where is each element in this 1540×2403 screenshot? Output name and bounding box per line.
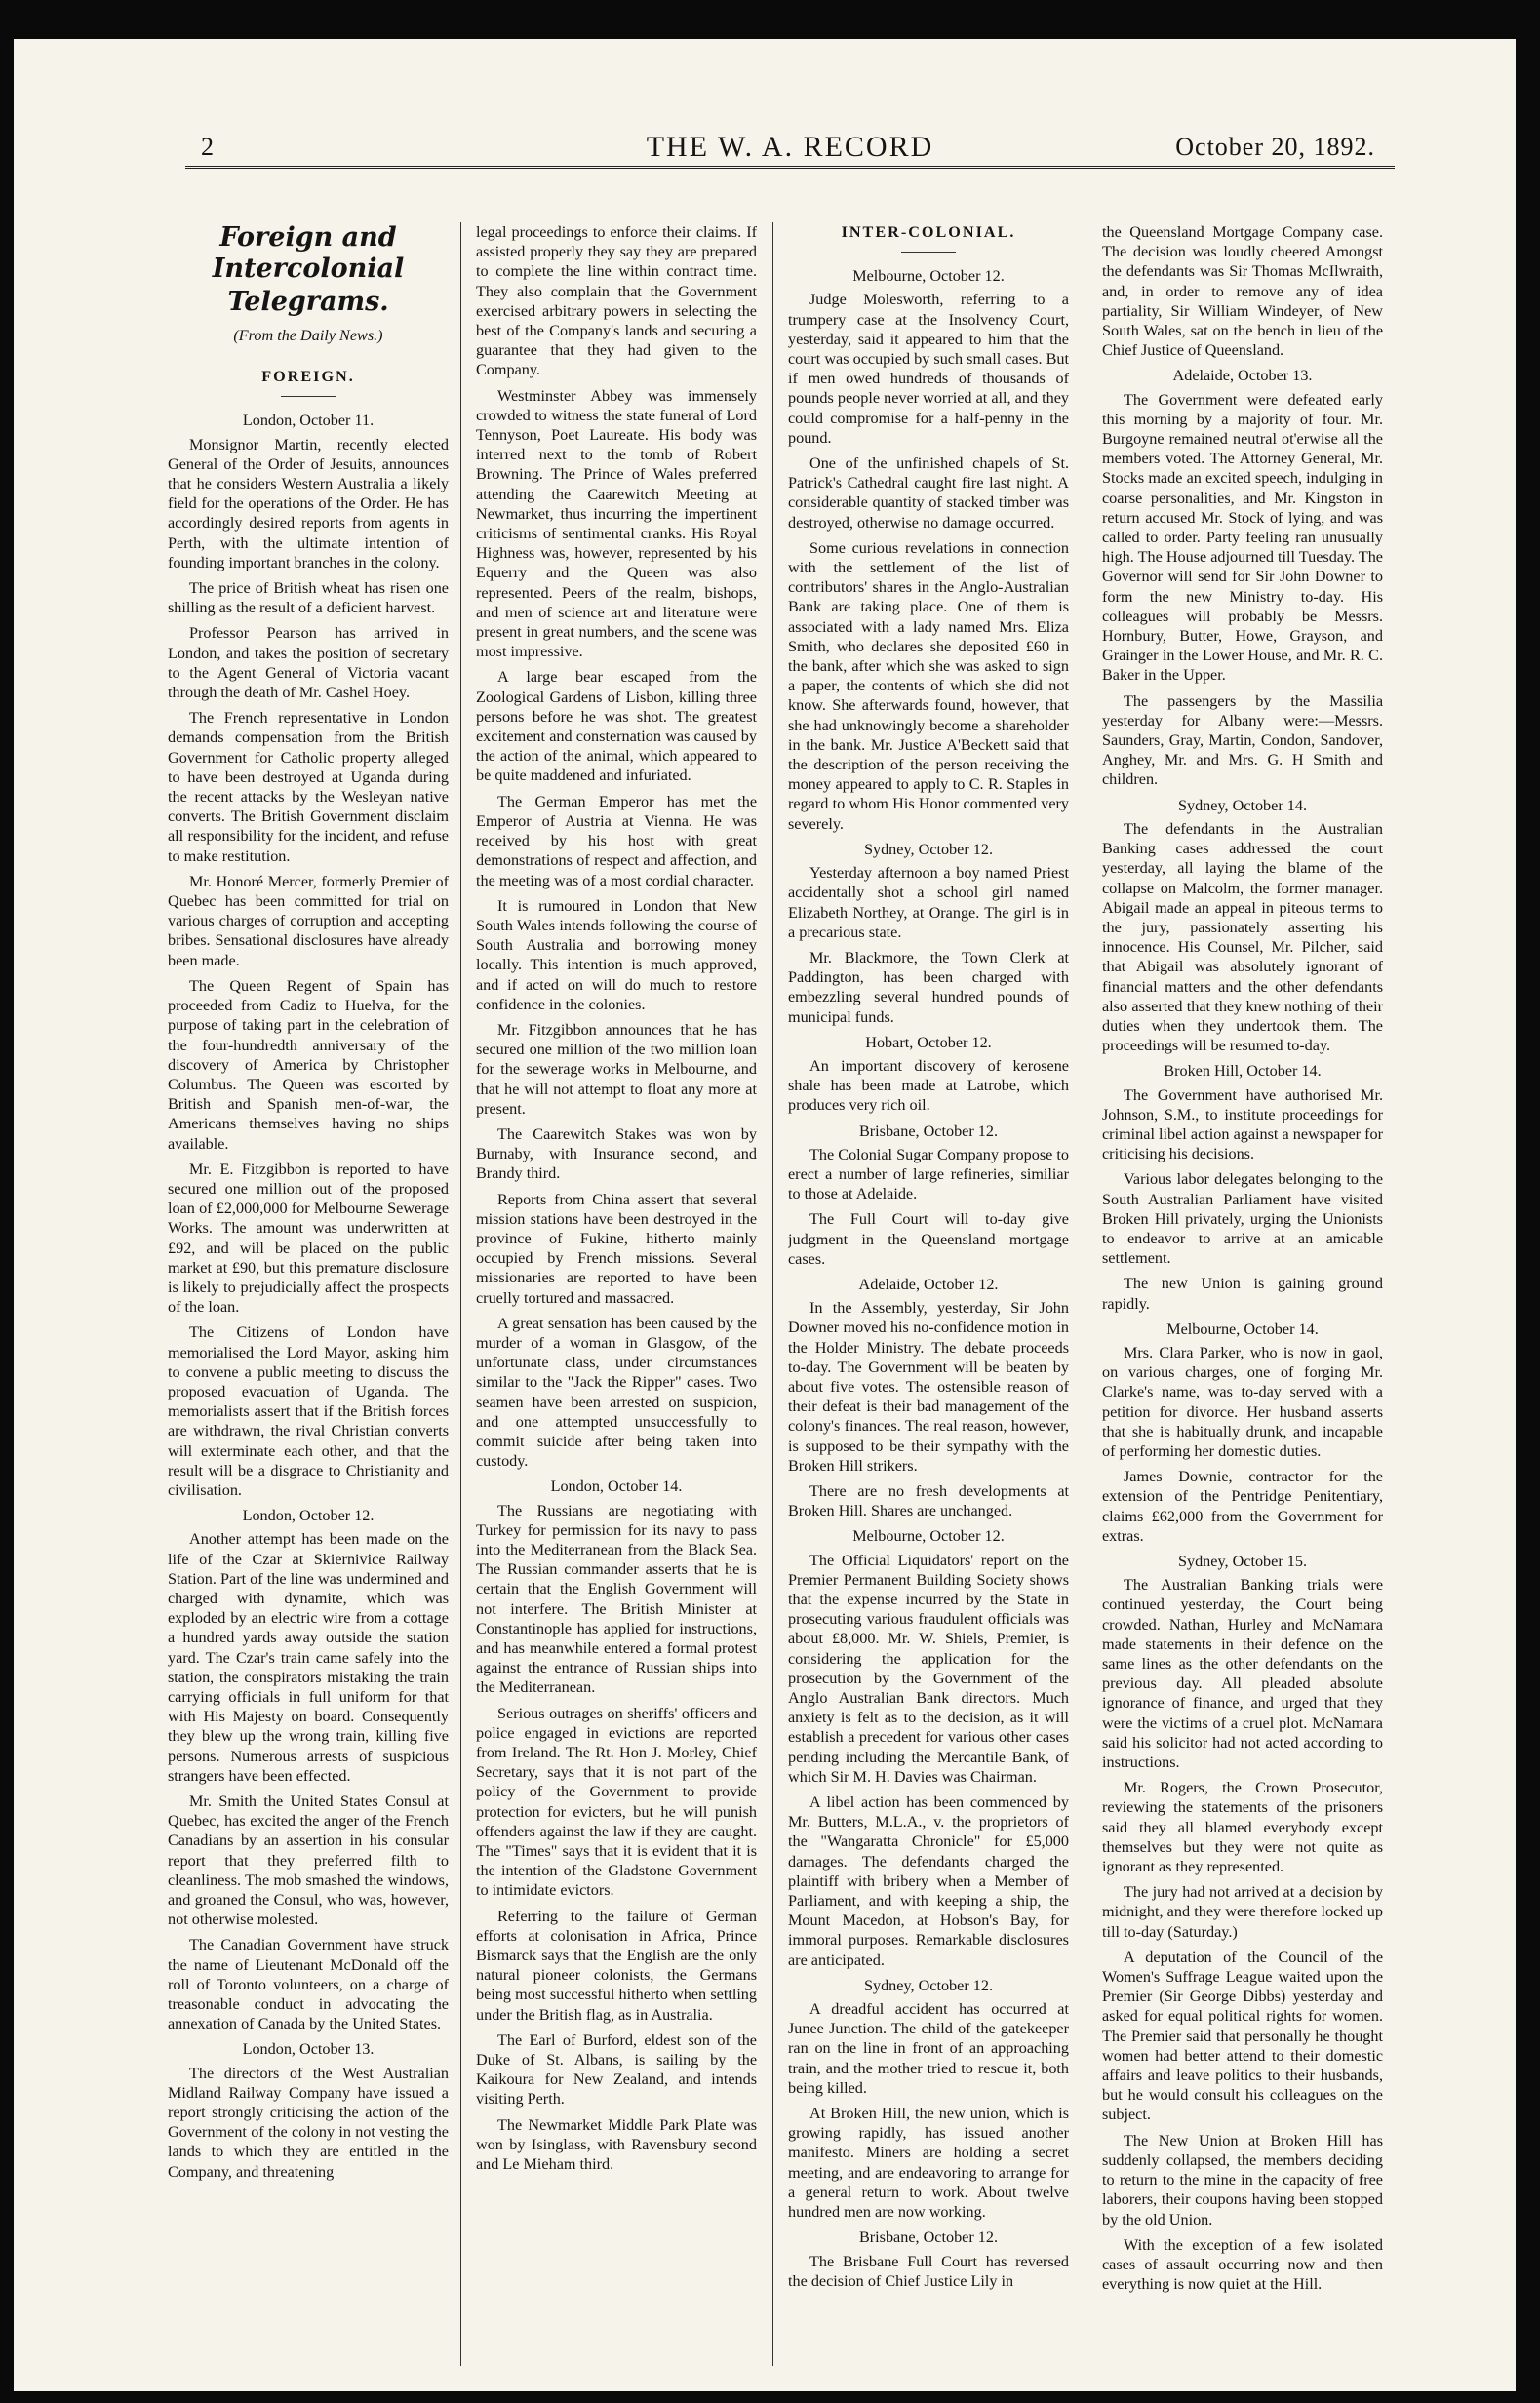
dateline: Melbourne, October 12.	[852, 1527, 1005, 1546]
article-paragraph: James Downie, contractor for the extension of the Pentridge Penitentiary, claims £62,000 from the Government for extras.	[1102, 1468, 1383, 1545]
article-paragraph: The Russians are negotiating with Turkey for permission for its navy to pass into the Mediterranean from the Black Sea. The Russian commander asserts that he is certain that the English Government will not interfere. The British Minister at Constantinople has applied for instructions, and has meanwhile entered a formal protest against the entrance of Russian ships into the Mediterranean.	[476, 1501, 757, 1697]
dateline: London, October 11.	[242, 412, 375, 430]
dateline: Melbourne, October 12.	[852, 267, 1005, 286]
article-paragraph: The Colonial Sugar Company propose to erect a number of large refineries, similiar to those at Adelaide.	[788, 1145, 1069, 1203]
article-paragraph: Monsignor Martin, recently elected General of the Order of Jesuits, announces that he considers Western Australia a likely field for the operations of the Order. He has accordingly desired reports from agents in Perth, with the ultimate intention of founding important branches in the colony.	[168, 435, 449, 571]
column-rule	[772, 222, 773, 2366]
article-paragraph: The Government have authorised Mr. Johnson, S.M., to institute proceedings for criminal libel action against a newspaper for criticising his decisions.	[1102, 1085, 1383, 1163]
dateline: Sydney, October 12.	[863, 1976, 994, 1994]
dateline: Brisbane, October 12.	[858, 1122, 999, 1140]
article-paragraph: Mr. Rogers, the Crown Prosecutor, reviewing the statements of the prisoners said they all blamed everybody except themselves but they were not quite as ignorant as they represented.	[1102, 1779, 1383, 1876]
dateline: Hobart, October 12.	[865, 1033, 992, 1051]
source-credit: (From the Daily News.)	[233, 327, 383, 344]
article-paragraph: The New Union at Broken Hill has suddenly collapsed, the members deciding to return to the mine in the capacity of free laborers, their coupons having been stopped by the old Union.	[1102, 2131, 1383, 2228]
article-paragraph: A large bear escaped from the Zoological Gardens of Lisbon, killing three persons before he was shot. The greatest excitement and consternation was caused by the action of the animal, which appeared to be quite maddened and infuriated.	[476, 668, 757, 785]
article-paragraph: There are no fresh developments at Broken Hill. Shares are unchanged.	[788, 1481, 1069, 1520]
article-paragraph: legal proceedings to enforce their claims. If assisted properly they say they are prepared to complete the line within contract time. They also complain that the Government exercised arbitrary powers in selecting the best of the Company's lands and securing a guarantee that they had given to the Company.	[476, 223, 757, 379]
article-paragraph: The new Union is gaining ground rapidly.	[1102, 1275, 1383, 1313]
dateline: Broken Hill, October 14.	[1164, 1062, 1322, 1081]
dateline: Brisbane, October 12.	[858, 2228, 999, 2247]
article-paragraph: Professor Pearson has arrived in London, and takes the position of secretary to the Agent General of Victoria vacant through the death of Mr. Cashel Hoey.	[168, 624, 449, 702]
dateline: Adelaide, October 12.	[858, 1275, 999, 1293]
page-number: 2	[201, 133, 214, 161]
article-paragraph: The Earl of Burford, eldest son of the Duke of St. Albans, is sailing by the Kaikoura for New Zealand, and intends visiting Perth.	[476, 2030, 757, 2108]
article-paragraph: A libel action has been commenced by Mr. Butters, M.L.A., v. the proprietors of the "Wangaratta Chronicle" for £5,000 damages. The defendants charged the plaintiff with bribery when a Member of Parliament, and with keeping a ship, the Mount Macedon, at Hobson's Bay, for immoral purposes. Remarkable disclosures are anticipated.	[788, 1793, 1069, 1969]
dateline: Melbourne, October 14.	[1166, 1320, 1319, 1338]
newspaper-title: THE W. A. RECORD	[646, 131, 934, 163]
article-paragraph: The directors of the West Australian Midland Railway Company have issued a report strongly criticising the action of the Government of the colony in not vesting the lands to which they are entitled in the Company, and threatening	[168, 2064, 449, 2181]
article-paragraph: A dreadful accident has occurred at Junee Junction. The child of the gatekeeper ran on the line in front of an approaching train, and the mother tried to rescue it, both being killed.	[788, 2000, 1069, 2097]
article-paragraph: Mr. Honoré Mercer, formerly Premier of Quebec has been committed for trial on various charges of corruption and accepting bribes. Sensational disclosures have already been made.	[168, 872, 449, 969]
article-paragraph: The Official Liquidators' report on the Premier Permanent Building Society shows that the expense incurred by the State in prosecuting various fraudulent officials was about £8,000. Mr. W. Shiels, Premier, is considering the application for the prosecution by the Government of the Anglo Australian Bank directors. Much anxiety is felt as to the decision, as it will establish a precedent for various other cases pending including the Mercantile Bank, of which Sir M. H. Davies was Chairman.	[788, 1551, 1069, 1786]
article-paragraph: In the Assembly, yesterday, Sir John Downer moved his no-confidence motion in the Holder Ministry. The debate proceeds to-day. The Government will be beaten by about five votes. The ostensible reason of their defeat is their bad management of the colony's finances. The real reason, however, is supposed to be their sympathy with the Broken Hill strikers.	[788, 1299, 1069, 1475]
article-paragraph: An important discovery of kerosene shale has been made at Latrobe, which produces very rich oil.	[788, 1056, 1069, 1115]
article-paragraph: Yesterday afternoon a boy named Priest accidentally shot a school girl named Elizabeth Northey, at Orange. The girl is in a precarious state.	[788, 864, 1069, 941]
article-paragraph: Mr. Smith the United States Consul at Quebec, has excited the anger of the French Canadians by an assertion in his consular report that they preferred filth to cleanliness. The mob smashed the windows, and groaned the Consul, who was, however, not otherwise molested.	[168, 1792, 449, 1929]
dateline: London, October 13.	[242, 2040, 375, 2059]
article-paragraph: Various labor delegates belonging to the South Australian Parliament have visited Broken Hill privately, urging the Unionists to endeavor to arrive at an amicable settlement.	[1102, 1170, 1383, 1268]
section-title: FOREIGN.	[168, 367, 449, 397]
dateline: Adelaide, October 13.	[1172, 367, 1313, 385]
article-paragraph: The Brisbane Full Court has reversed the decision of Chief Justice Lily in	[788, 2252, 1069, 2290]
section-heading: Foreign and Intercolonial	[212, 222, 405, 284]
article-paragraph: It is rumoured in London that New South Wales intends following the course of South Australia and borrowing money locally. This intention is much approved, and if acted on will do much to restore confidence in the colonies.	[476, 896, 757, 1013]
article-paragraph: The jury had not arrived at a decision by midnight, and they were therefore locked up till to-day (Saturday.)	[1102, 1883, 1383, 1941]
article-paragraph: The Citizens of London have memorialised the Lord Mayor, asking him to convene a public meeting to discuss the proposed evacuation of Uganda. The memorialists assert that if the British forces are withdrawn, the rival Christian converts will exterminate each other, and that the result will be a disgrace to Christianity and civilisation.	[168, 1323, 449, 1499]
article-paragraph: The price of British wheat has risen one shilling as the result of a deficient harvest.	[168, 579, 449, 617]
article-paragraph: Judge Molesworth, referring to a trumpery case at the Insolvency Court, yesterday, said it appeared to him that the court was occupied by such small cases. But if men owed hundreds of thousands of pounds people never worried at all, and they could compromise for a half-penny in the pound.	[788, 291, 1069, 447]
article-paragraph: Mr. Fitzgibbon announces that he has secured one million of the two million loan for the sewerage works in Melbourne, and that he will not attempt to float any more at present.	[476, 1020, 757, 1118]
article-paragraph: Westminster Abbey was immensely crowded to witness the state funeral of Lord Tennyson, Poet Laureate. His body was interred next to the tomb of Robert Browning. The Prince of Wales preferred attending the Caarewitch Meeting at Newmarket, thus incurring the impertinent criticisms of sentimental cranks. His Royal Highness was, however, represented by his Equerry and the Queen was also represented. Peers of the realm, bishops, and men of science art and literature were present in great numbers, and the scene was most impressive.	[476, 386, 757, 661]
article-paragraph: the Queensland Mortgage Company case. The decision was loudly cheered Amongst the defendants was Sir Thomas McIlwraith, and, in order to remove any of idea partiality, Sir William Windeyer, of New South Wales, sat on the bench in lieu of the Chief Justice of Queensland.	[1102, 223, 1383, 360]
article-paragraph: The Queen Regent of Spain has proceeded from Cadiz to Huelva, for the purpose of taking part in the celebration of the four-hundredth anniversary of the discovery of America by Christopher Columbus. The Queen was escorted by British and Spanish men-of-war, the Americans themselves having no ships available.	[168, 976, 449, 1153]
article-paragraph: The defendants in the Australian Banking cases addressed the court yesterday, all laying the blame of the collapse on Malcolm, the former manager. Abigail made an appeal in piteous terms to the jury, passionately asserting his innocence. His Counsel, Mr. Pilcher, said that Abigail was absolutely ignorant of financial matters and the other defendants also asserted that they knew nothing of their duties when they undertook them. The proceedings will be resumed to-day.	[1102, 819, 1383, 1055]
issue-date: October 20, 1892.	[1175, 133, 1375, 161]
article-paragraph: The Canadian Government have struck the name of Lieutenant McDonald off the roll of Toronto volunteers, on a charge of treasonable conduct in advocating the annexation of Canada by the United States.	[168, 1936, 449, 2033]
section-heading: Telegrams.	[227, 287, 389, 317]
section-title: INTER-COLONIAL.	[788, 222, 1069, 253]
article-paragraph: A deputation of the Council of the Women's Suffrage League waited upon the Premier (Sir George Dibbs) yesterday and asked for equal political rights for women. The Premier said that personally he thought women had better attend to their domestic affairs and leave politics to their husbands, but he would consult his colleagues on the subject.	[1102, 1948, 1383, 2124]
masthead	[185, 127, 1395, 169]
article-paragraph: Mrs. Clara Parker, who is now in gaol, on various charges, one of forging Mr. Clarke's name, was to-day served with a petition for divorce. Her husband asserts that she is habitually drunk, and incapable of performing her domestic duties.	[1102, 1343, 1383, 1460]
article-paragraph: The Government were defeated early this morning by a majority of four. Mr. Burgoyne remained neutral ot'erwise all the members voted. The Attorney General, Mr. Stocks made an excited speech, indulging in coarse personalities, and Mr. Kingston in return accused Mr. Stock of lying, and was called to order. Party feeling ran unusually high. The House adjourned till Tuesday. The Governor will send for Sir John Downer to form the new Ministry to-day. His colleagues will probably be Messrs. Hornbury, Butter, Howe, Grayson, and Grainger in the Lower House, and Mr. R. C. Baker in the Upper.	[1102, 390, 1383, 685]
dateline: Sydney, October 14.	[1177, 796, 1308, 814]
article-paragraph: The Newmarket Middle Park Plate was won by Isinglass, with Ravensbury second and Le Mieham third.	[476, 2115, 757, 2174]
article-paragraph: Mr. Blackmore, the Town Clerk at Paddington, has been charged with embezzling several hundred pounds of municipal funds.	[788, 948, 1069, 1026]
article-paragraph: Serious outrages on sheriffs' officers and police engaged in evictions are reported from Ireland. The Rt. Hon J. Morley, Chief Secretary, says that it is not part of the policy of the Government to provide protection for evicters, but he will punish offenders against the law if they are caught. The "Times" says that it is evident that it is the intention of the Gladstone Government to intimidate evictors.	[476, 1704, 757, 1900]
article-paragraph: Some curious revelations in connection with the settlement of the list of contributors' shares in the Anglo-Australian Bank are taking place. One of them is associated with a lady named Mrs. Eliza Smith, who declares she deposited £60 in the bank, after which she was asked to sign a paper, the contents of which she did not know. She afterwards found, however, that she had unknowingly become a shareholder in the bank. Mr. Justice A'Beckett said that the description of the person receiving the money appeared to apply to C. R. Staples in regard to whom His Honor commented very severely.	[788, 538, 1069, 833]
column-rule	[460, 222, 461, 2366]
dateline: Sydney, October 15.	[1177, 1553, 1308, 1570]
article-paragraph: The passengers by the Massilia yesterday for Albany were:—Messrs. Saunders, Gray, Martin, Condon, Sandover, Anghey, Mr. and Mrs. G. H Smith and children.	[1102, 691, 1383, 789]
dateline: London, October 12.	[242, 1507, 375, 1525]
column-3	[788, 222, 1069, 2368]
article-paragraph: A great sensation has been caused by the murder of a woman in Glasgow, of the unfortunate class, under circumstances similar to the "Jack the Ripper" cases. Two seamen have been arrested on suspicion, and one attempted unsuccessfully to commit suicide after being taken into custody.	[476, 1314, 757, 1471]
article-paragraph: At Broken Hill, the new union, which is growing rapidly, has issued another manifesto. Miners are holding a secret meeting, and are endeavoring to arrange for a general return to work. About twelve hundred men are now working.	[788, 2105, 1069, 2222]
article-paragraph: Referring to the failure of German efforts at colonisation in Africa, Prince Bismarck says that the English are the only natural pioneer colonists, the Germans being most successful hitherto when settling under the British flag, as in Australia.	[476, 1907, 757, 2024]
article-paragraph: The Australian Banking trials were continued yesterday, the Court being crowded. Nathan, Hurley and McNamara made statements in their defence on the same lines as the other defendants on the previous day. All pleaded absolute ignorance of finance, and urged that they were the victims of a cruel plot. McNamara said his solicitor had not acted according to instructions.	[1102, 1576, 1383, 1772]
article-paragraph: The Caarewitch Stakes was won by Burnaby, with Insurance second, and Brandy third.	[476, 1124, 757, 1183]
article-paragraph: The Full Court will to-day give judgment in the Queensland mortgage cases.	[788, 1210, 1069, 1268]
article-paragraph: One of the unfinished chapels of St. Patrick's Cathedral caught fire last night. A considerable quantity of stacked timber was destroyed, otherwise no damage occurred.	[788, 454, 1069, 532]
article-paragraph: Reports from China assert that several mission stations have been destroyed in the province of Fukine, hitherto mainly occupied by French missions. Several missionaries are reported to have been cruelly tortured and massacred.	[476, 1190, 757, 1307]
column-4	[1102, 222, 1383, 2368]
article-paragraph: Another attempt has been made on the life of the Czar at Skiernivice Railway Station. Part of the line was undermined and charged with dynamite, which was exploded by an electric wire from a cottage a hundred yards away outside the station yard. The Czar's train came safely into the station, the conspirators mistaking the train carrying officials in full uniform for that with His Majesty on board. Consequently they blew up the wrong train, killing five persons. Numerous arrests of suspicious strangers have been effected.	[168, 1530, 449, 1785]
column-2	[476, 222, 757, 2368]
dateline: London, October 14.	[550, 1477, 683, 1496]
article-paragraph: With the exception of a few isolated cases of assault occurring now and then everything is now quiet at the Hill.	[1102, 2235, 1383, 2294]
article-paragraph: Mr. E. Fitzgibbon is reported to have secured one million out of the proposed loan of £2,000,000 for Melbourne Sewerage Works. The amount was underwritten at £92, and will be placed on the public market at £90, but this premature disclosure is likely to prejudicially affect the prospects of the loan.	[168, 1160, 449, 1317]
dateline: Sydney, October 12.	[863, 840, 994, 858]
article-paragraph: The German Emperor has met the Emperor of Austria at Vienna. He was received by his host with great demonstrations of respect and affection, and the meeting was of a most cordial character.	[476, 792, 757, 889]
column-1	[168, 222, 449, 2368]
article-paragraph: The French representative in London demands compensation from the British Government for Catholic property alleged to have been destroyed at Uganda during the recent attacks by the Wesleyan native converts. The British Government disclaim all responsibility for the incident, and refuse to make restitution.	[168, 709, 449, 865]
